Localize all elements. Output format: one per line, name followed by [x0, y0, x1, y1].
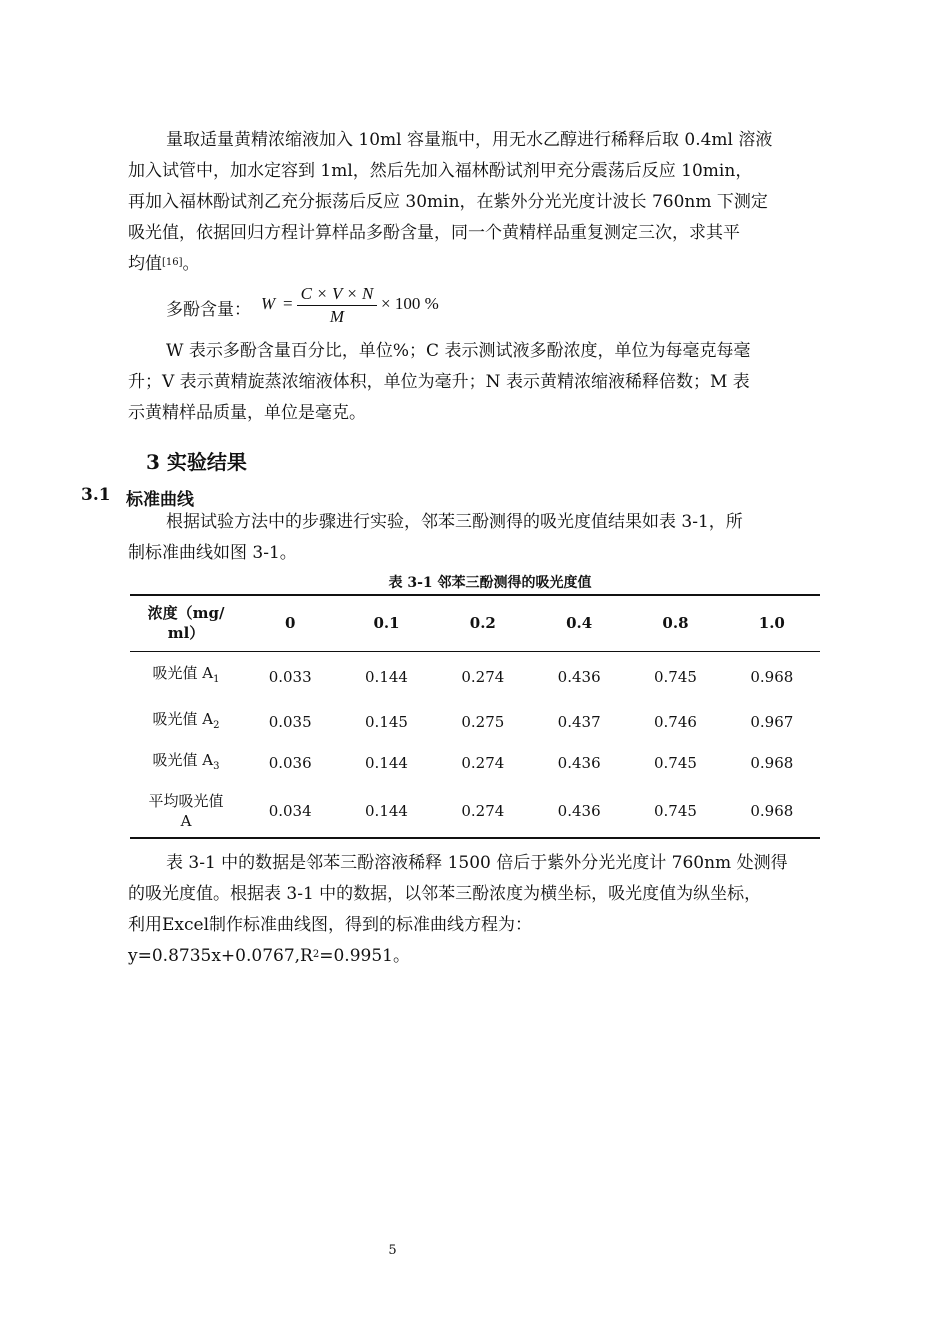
spread-token: 到 [362, 915, 380, 935]
section-heading: 3 实验结果 [146, 450, 247, 474]
spread-token: 准 [413, 915, 431, 935]
table-cell: 0.968 [750, 754, 794, 772]
table-cell: 0.275 [461, 713, 505, 731]
header-concentration: 0.8 [662, 614, 689, 633]
table-cell: 0.145 [365, 713, 408, 731]
spread-token: ， [328, 915, 346, 935]
table-cell: 0.968 [750, 801, 794, 820]
row-label-text: 吸光值 A [152, 750, 214, 769]
row-label-line: 平均吸光值 [148, 791, 224, 810]
spread-token: 标 [243, 915, 261, 935]
equation-line [128, 941, 828, 972]
spread-token: 的 [379, 915, 397, 935]
row-label [130, 651, 242, 702]
header-concentration-label [130, 595, 242, 651]
table-cell: 0.436 [557, 801, 601, 820]
table-header-row [130, 595, 820, 651]
spread-token: 用 [145, 915, 162, 935]
spread-token: 得 [345, 915, 363, 935]
table-cell: 0.274 [461, 754, 505, 772]
formula-denominator: M [329, 307, 345, 326]
text-line: W 表示多酚含量百分比，单位%；C 表示测试液多酚浓度，单位为每毫克每毫 [166, 341, 751, 361]
row-label [130, 702, 242, 742]
text-fragment: 均值 [128, 254, 162, 274]
formula-numerator: C × V × N [300, 284, 374, 303]
table-cell: 0.745 [654, 801, 697, 820]
table-cell: 0.144 [365, 801, 408, 820]
table-cell: 0.034 [268, 801, 312, 820]
header-concentration: 0 [284, 614, 296, 633]
row-label-line: A [180, 811, 192, 830]
spread-token: 作 [226, 915, 244, 935]
text-line: 量取适量黄精浓缩液加入 10ml 容量瓶中，用无水乙醇进行稀释后取 0.4ml 溶液 [166, 130, 773, 150]
header-concentration: 0.1 [373, 614, 400, 633]
text-line: 根据试验方法中的步骤进行实验，邻苯三酚测得的吸光度值结果如表 3-1，所 [166, 512, 743, 532]
spread-token: 曲 [430, 915, 448, 935]
table-row [130, 742, 820, 784]
method-paragraph [128, 125, 828, 280]
spread-token: 制 [209, 915, 227, 935]
standard-curve-paragraph [128, 848, 828, 972]
results-intro-paragraph [128, 507, 828, 569]
spread-token: 图 [311, 915, 329, 935]
spread-token: 标 [396, 915, 414, 935]
table-cell: 0.035 [268, 713, 312, 731]
table-cell: 0.033 [268, 667, 312, 686]
text-line [128, 249, 828, 280]
table-cell: 0.437 [557, 713, 601, 731]
table-cell: 0.274 [461, 801, 505, 820]
text-fragment: 。 [182, 254, 200, 274]
row-label-text: 吸光值 A [152, 664, 214, 683]
text-line: 表 3-1 中的数据是邻苯三酚溶液稀释 1500 倍后于紫外分光光度计 760nm 处测得 [166, 853, 788, 873]
table-cell: 0.745 [654, 667, 697, 686]
header-concentration: 0.2 [469, 614, 496, 633]
formula-lhs: W [261, 294, 276, 313]
text-line: 制标准曲线如图 3-1。 [128, 543, 297, 563]
header-label-line: ml） [167, 624, 205, 643]
spread-token: 利 [128, 915, 145, 935]
row-label-subscript: 3 [213, 760, 220, 772]
spread-token: 线 [294, 915, 312, 935]
table-cell: 0.745 [654, 754, 697, 772]
subsection-number: 3.1 [81, 485, 111, 505]
row-label-subscript: 1 [213, 674, 220, 686]
row-label-text: 吸光值 A [152, 709, 214, 728]
table-cell: 0.436 [557, 667, 601, 686]
text-line: 示黄精样品质量，单位是毫克。 [128, 403, 366, 423]
table-cell: 0.967 [750, 713, 794, 731]
spread-token: 为 [498, 915, 516, 935]
table-cell: 0.436 [557, 754, 601, 772]
spread-token: Excel [162, 915, 210, 935]
table-cell: 0.036 [268, 754, 312, 772]
row-label [130, 742, 242, 784]
spread-token: 准 [260, 915, 278, 935]
equation-prefix: y=0.8735x+0.0767,R [128, 946, 313, 966]
row-label [130, 784, 242, 838]
text-line: 升；V 表示黄精旋蒸浓缩液体积，单位为毫升；N 表示黄精浓缩液稀释倍数；M 表 [128, 372, 750, 392]
table-cell: 0.144 [365, 754, 408, 772]
table-cell: 0.746 [654, 713, 697, 731]
table-row [130, 702, 820, 742]
header-concentration: 0.4 [566, 614, 593, 633]
page-number: 5 [388, 1243, 397, 1258]
citation: [16] [162, 257, 183, 268]
formula-multiplier: × 100 % [381, 294, 439, 313]
spread-token: 方 [464, 915, 482, 935]
formula-fraction [297, 283, 377, 328]
header-label-line: 浓度（mg/ [147, 604, 225, 623]
equation-superscript: 2 [312, 949, 320, 960]
table-cell: 0.968 [750, 667, 794, 686]
text-line: 吸光值，依据回归方程计算样品多酚含量，同一个黄精样品重复测定三次，求其平 [128, 223, 740, 243]
formula-equals: = [283, 294, 293, 313]
table-cell: 0.144 [365, 667, 408, 686]
text-line-justified [128, 910, 828, 941]
formula-label: 多酚含量： [166, 300, 251, 320]
row-label-subscript: 2 [213, 719, 220, 731]
spread-token: ： [515, 915, 533, 935]
text-line: 的吸光度值。根据表 3-1 中的数据，以邻苯三酚浓度为横坐标，吸光度值为纵坐标， [128, 884, 762, 904]
spread-token: 程 [481, 915, 499, 935]
variable-definition-paragraph [128, 336, 828, 429]
text-line: 再加入福林酚试剂乙充分振荡后反应 30min，在紫外分光光度计波长 760nm 下测定 [128, 192, 768, 212]
subsection-title: 标准曲线 [126, 490, 194, 510]
spread-token: 曲 [277, 915, 295, 935]
equation-suffix: =0.9951。 [319, 946, 410, 966]
table-row [130, 651, 820, 702]
text-line: 加入试管中，加水定容到 1ml，然后先加入福林酚试剂甲充分震荡后反应 10min， [128, 161, 753, 181]
spread-token: 线 [447, 915, 465, 935]
table-caption: 表 3-1 邻苯三酚测得的吸光度值 [388, 575, 592, 591]
table-row [130, 784, 820, 838]
absorbance-table [130, 594, 820, 839]
table-cell: 0.274 [461, 667, 505, 686]
header-concentration: 1.0 [758, 614, 785, 633]
